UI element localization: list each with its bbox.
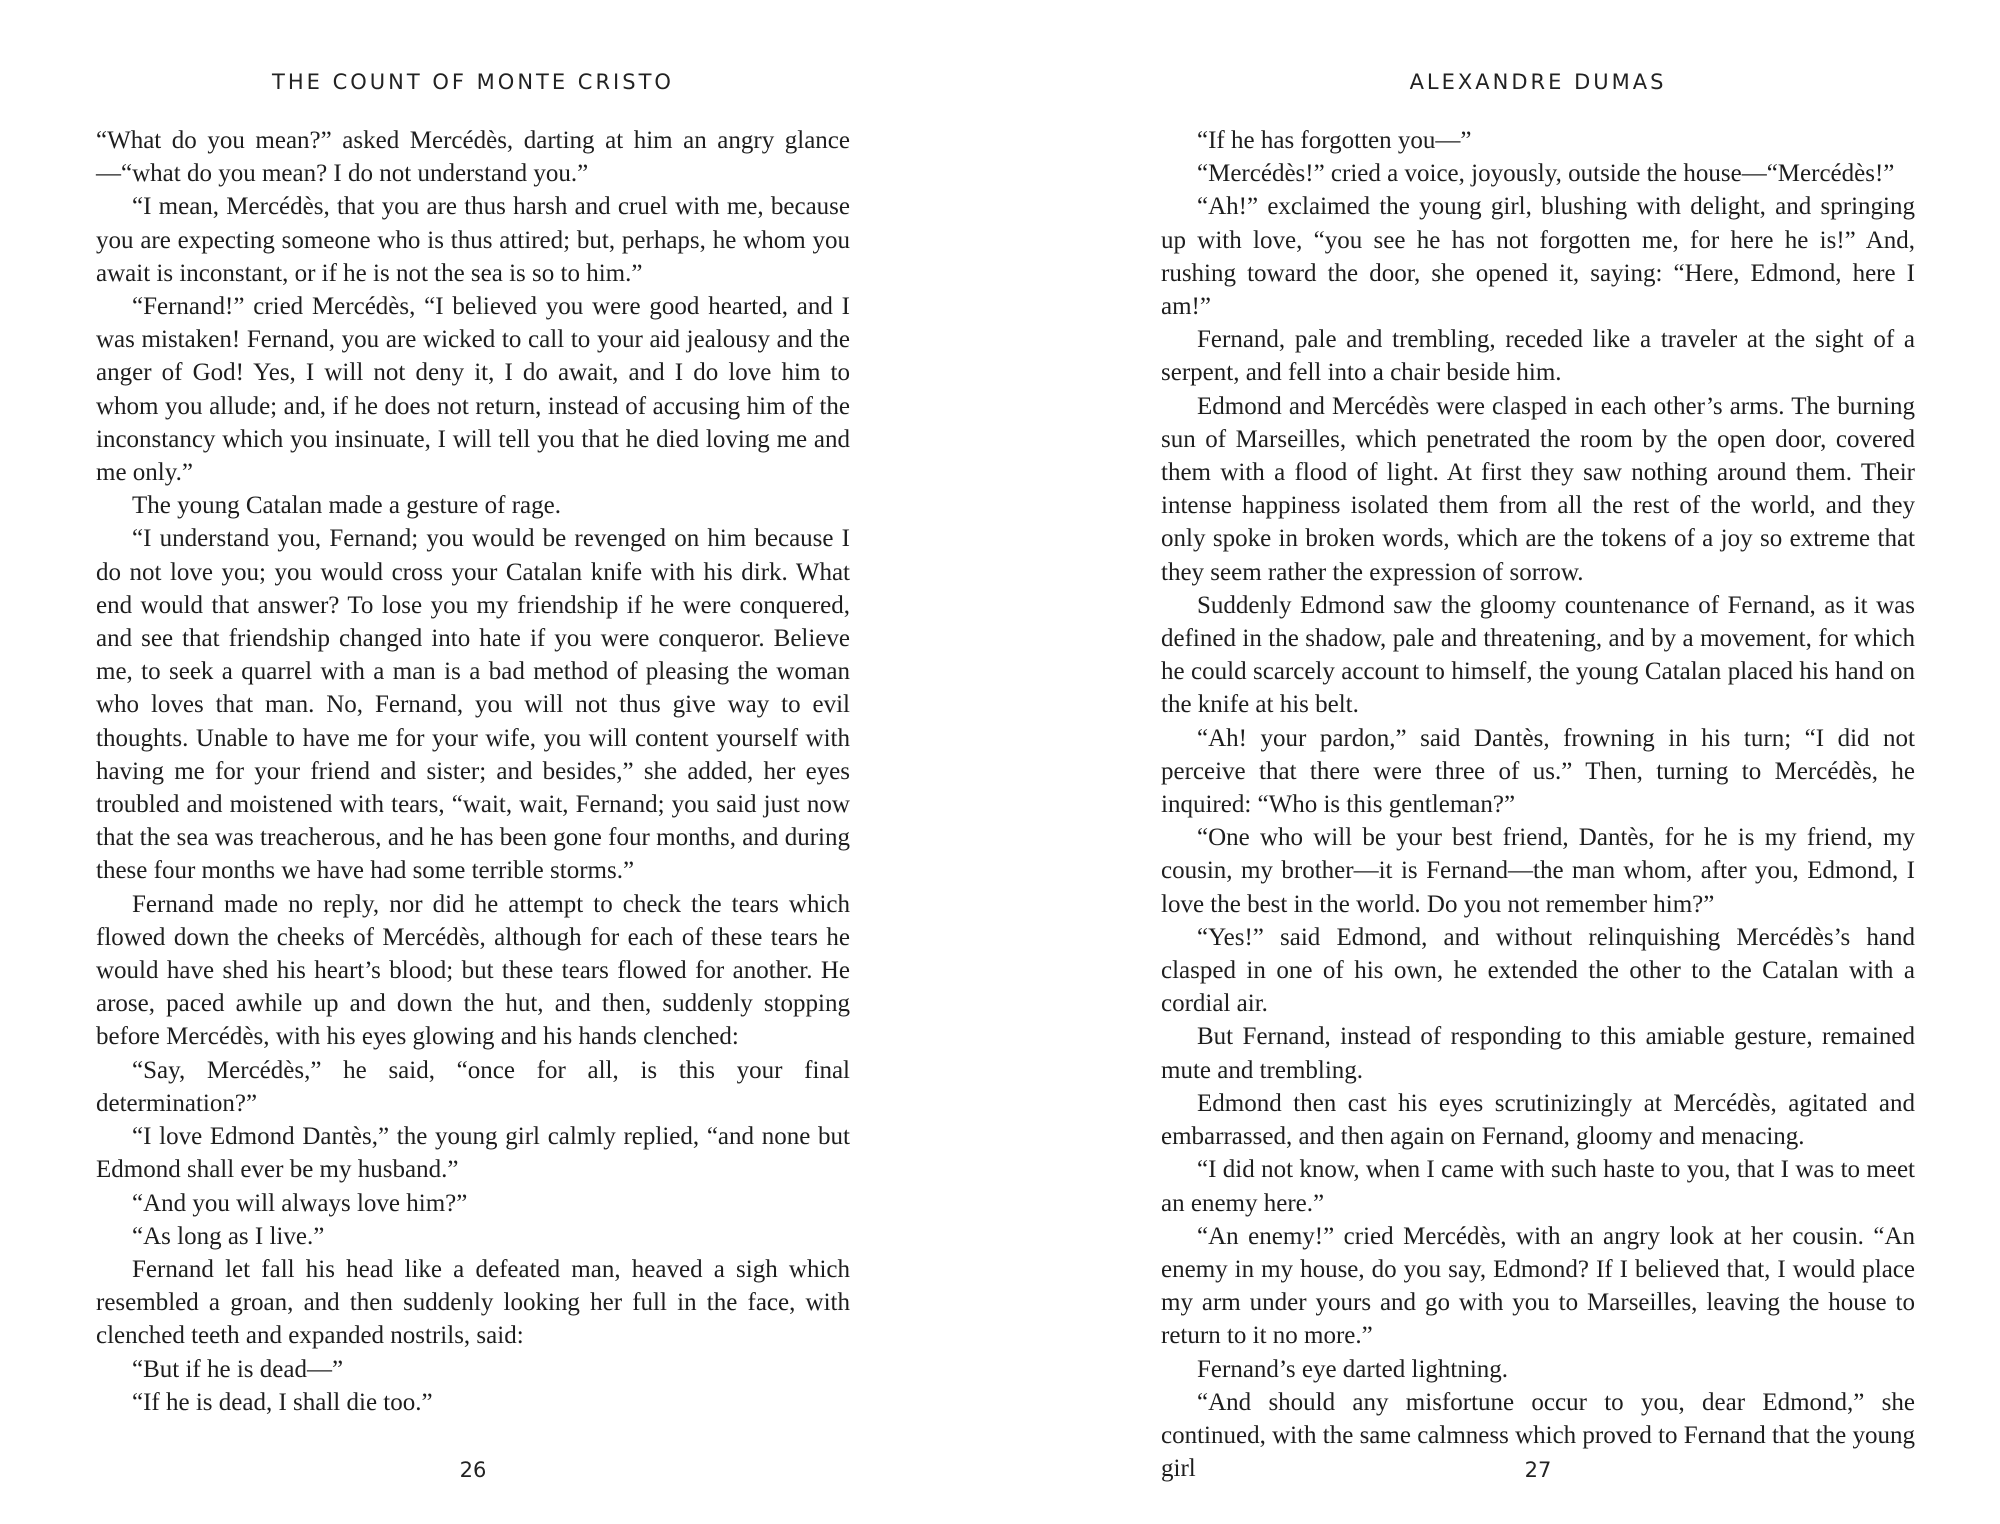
paragraph: Fernand made no reply, nor did he attempt to check the tears which flowed down the cheeks of Mercédès, although for each of these tears he would have shed his heart’s blood; but these tears flowed for another. He arose, paced awhile up and down the hut, and then, suddenly stopping before Mercédès, with his eyes glowing and his hands clenched: [96, 890, 850, 1051]
paragraph: The young Catalan made a gesture of rage. [132, 492, 561, 520]
paragraph: “An enemy!” cried Mercédès, with an angry look at her cousin. “An enemy in my house, do you say, Edmond? If I believed that, I would place my arm under yours and go with you to Marseilles, leaving the house to return to it no more.” [1161, 1222, 1915, 1350]
paragraph: “I understand you, Fernand; you would be revenged on him because I do not love you; you would cross your Catalan knife with his dirk. What end would that answer? To lose you my friendship if he were conquered, and see that friendship changed into hate if you were conqueror. Believe me, to seek a quarrel with a man is a bad method of pleasing the woman who loves that man. No, Fernand, you will not thus give way to evil thoughts. Unable to have me for your wife, you will content yourself with having me for your friend and sister; and besides,” she added, her eyes troubled and moistened with tears, “wait, wait, Fernand; you said just now that the sea was treacherous, and he has been gone four months, and during these four months we have had some terrible storms.” [96, 525, 850, 885]
paragraph: “One who will be your best friend, Dantès, for he is my friend, my cousin, my brother—it is Fernand—the man whom, after you, Edmond, I love the best in the world. Do you not remember him?” [1161, 824, 1915, 918]
paragraph: “Ah!” exclaimed the young girl, blushing with delight, and springing up with love, “you see he has not forgotten me, for here he is!” And, rushing toward the door, she opened it, saying: “Here, Edmond, here I am!” [1161, 193, 1915, 321]
paragraph: “Fernand!” cried Mercédès, “I believed you were good hearted, and I was mistaken! Fernand, you are wicked to call to your aid jealousy and the anger of God! Yes, I will not deny it, I do await, and I do love him to whom you allude; and, if he does not return, instead of accusing him of the inconstancy which you insinuate, I will tell you that he died loving me and me only.” [96, 293, 850, 487]
right-page-body [1161, 124, 1915, 1485]
left-page [96, 0, 850, 1524]
paragraph: Edmond then cast his eyes scrutinizingly at Mercédès, agitated and embarrassed, and then again on Fernand, gloomy and menacing. [1161, 1089, 1915, 1151]
paragraph: “What do you mean?” asked Mercédès, darting at him an angry glance—“what do you mean? I do not understand you.” [96, 127, 850, 188]
paragraph: Fernand let fall his head like a defeated man, heaved a sigh which resembled a groan, and then suddenly looking her full in the face, with clenched teeth and expanded nostrils, said: [96, 1255, 850, 1350]
right-page [1161, 0, 1915, 1524]
gutter [999, 0, 1001, 1524]
paragraph: Fernand, pale and trembling, receded like a traveler at the sight of a serpent, and fell into a chair beside him. [1161, 326, 1915, 387]
left-page-body [96, 124, 850, 1419]
paragraph: “If he has forgotten you—” [1197, 127, 1472, 154]
paragraph: But Fernand, instead of responding to this amiable gesture, remained mute and trembling. [1161, 1023, 1915, 1084]
paragraph: “Mercédès!” cried a voice, joyously, outside the house—“Mercédès!” [1197, 160, 1895, 188]
paragraph: Edmond and Mercédès were clasped in each other’s arms. The burning sun of Marseilles, which penetrated the room by the open door, covered them with a flood of light. At first they saw nothing around them. Their intense happiness isolated them from all the rest of the world, and they only spoke in broken words, which are the tokens of a joy so extreme that they seem rather the expression of sorrow. [1161, 392, 1915, 586]
paragraph: “And you will always love him?” [132, 1189, 468, 1217]
paragraph: Suddenly Edmond saw the gloomy countenance of Fernand, as it was defined in the shadow, pale and threatening, and by a movement, for which he could scarcely account to himself, the young Catalan placed his hand on the knife at his belt. [1161, 591, 1915, 719]
paragraph: “As long as I live.” [132, 1222, 325, 1250]
page-number: 27 [1524, 1458, 1552, 1482]
paragraph: “Say, Mercédès,” he said, “once for all, is this your final determination?” [96, 1056, 850, 1117]
running-head-author: ALEXANDRE DUMAS [1409, 70, 1667, 94]
paragraph: “I did not know, when I came with such haste to you, that I was to meet an enemy here.” [1161, 1156, 1915, 1217]
page-number: 26 [459, 1458, 487, 1482]
paragraph: “I mean, Mercédès, that you are thus harsh and cruel with me, because you are expecting someone who is thus attired; but, perhaps, he whom you await is inconstant, or if he is not the sea is so to him.” [96, 193, 850, 287]
paragraph: “Yes!” said Edmond, and without relinquishing Mercédès’s hand clasped in one of his own, he extended the other to the Catalan with a cordial air. [1161, 923, 1915, 1018]
paragraph: Fernand’s eye darted lightning. [1197, 1355, 1509, 1383]
paragraph: “If he is dead, I shall die too.” [132, 1388, 433, 1416]
running-head-book-title: THE COUNT OF MONTE CRISTO [272, 70, 674, 94]
paragraph: “Ah! your pardon,” said Dantès, frowning in his turn; “I did not perceive that there were three of us.” Then, turning to Mercédès, he inquired: “Who is this gentleman?” [1161, 724, 1915, 819]
paragraph: “But if he is dead—” [132, 1355, 344, 1383]
paragraph: “I love Edmond Dantès,” the young girl calmly replied, “and none but Edmond shall ever be my husband.” [96, 1123, 850, 1184]
paragraph: “And should any misfortune occur to you, dear Edmond,” she continued, with the same calmness which proved to Fernand that the young girl [1161, 1388, 1915, 1483]
